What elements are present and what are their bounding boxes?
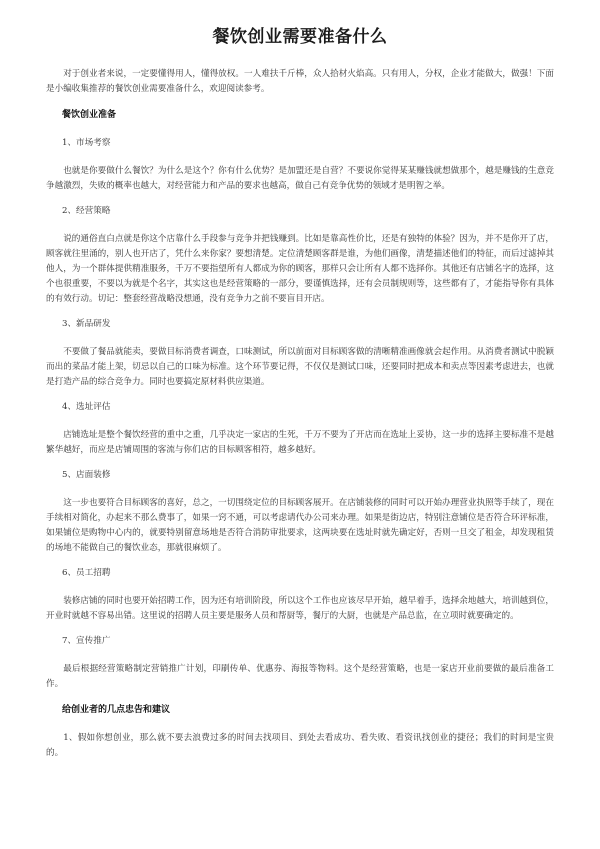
intro-paragraph: 对于创业者来说，一定要懂得用人，懂得放权。一人难扶千斤棒，众人拾材火焰高。只有用人，分权，企业才能做大，做强！下面是小编收集推荐的餐饮创业需要准备什么，欢迎阅读参考。 bbox=[46, 69, 554, 94]
paragraph-staff-recruitment: 装修店铺的同时也要开始招聘工作，因为还有培训阶段，所以这个工作也应该尽早开始，越早着手，选择余地越大，培训越到位，开业时就越不容易出错。这里说的招聘人员主要是服务人员和帮厨等，餐厅的大厨，也就是产品总监，在立项时就要确定的。 bbox=[46, 596, 554, 621]
page-title: 餐饮创业需要准备什么 bbox=[212, 27, 388, 47]
paragraph-promotion: 最后根据经营策略制定营销推广计划，印刷传单、优惠券、海报等物料。这个是经营策略，也是一家店开业前要做的最后准备工作。 bbox=[46, 664, 554, 689]
subheading-store-decoration: 5、店面装修 bbox=[62, 470, 111, 480]
subheading-business-strategy: 2、经营策略 bbox=[62, 206, 111, 216]
section-heading-advice: 给创业者的几点忠告和建议 bbox=[62, 705, 171, 715]
paragraph-advice-1: 1、假如你想创业，那么就不要去浪费过多的时间去找项目、到处去看成功、看失败、看资讯找创业的捷径；我们的时间是宝贵的。 bbox=[46, 733, 554, 758]
subheading-promotion: 7、宣传推广 bbox=[62, 636, 111, 646]
subheading-staff-recruitment: 6、员工招聘 bbox=[62, 568, 111, 578]
paragraph-market-research: 也就是你要做什么餐饮？为什么是这个？你有什么优势？是加盟还是自营？不要说你觉得某某赚钱就想做那个，越是赚钱的生意竞争越激烈，失败的概率也越大，对经营能力和产品的要求也越高，做自己有竞争优势的领域才是明智之举。 bbox=[46, 166, 554, 191]
paragraph-product-development: 不要做了餐品就能卖，要做目标消费者调查，口味测试，所以前面对目标顾客做的清晰精准画像就会起作用。从消费者测试中脱颖而出的菜品才能上架，切忌以自己的口味为标准。这个环节要记得，不仅仅是测试口味，还要同时把成本和卖点等因素考虑进去，也就是打造产品的综合竞争力。同时也要搞定原材料供应渠道。 bbox=[46, 347, 554, 387]
section-heading-preparation: 餐饮创业准备 bbox=[62, 110, 117, 120]
subheading-site-selection: 4、选址评估 bbox=[62, 402, 111, 412]
paragraph-business-strategy: 说的通俗直白点就是你这个店靠什么手段参与竞争并把钱赚到。比如是靠高性价比，还是有独特的体验？因为，并不是你开了店，顾客就往里涌的，别人也开店了，凭什么来你家？要想清楚。定位清楚顾客群是谁，为他们画像，清楚描述他们的特征，而后过滤掉其他人，为一个群体提供精准服务，千万不要指望所有人都成为你的顾客，那样只会让所有人都不选择你。其他还有店铺名字的选择，这个也很重要，不要以为就是个名字，其实这也是经营策略的一部分，要谨慎选择，还有会员制规则等，这些都有了，才能指导你有具体的有效行动。切记：整套经营战略没想通，没有竞争力之前不要盲目开店。 bbox=[46, 234, 554, 304]
subheading-market-research: 1、市场考察 bbox=[62, 138, 111, 148]
subheading-product-development: 3、新品研发 bbox=[62, 319, 111, 329]
paragraph-site-selection: 店铺选址是整个餐饮经营的重中之重，几乎决定一家店的生死，千万不要为了开店而在选址上妥协，这一步的选择主要标准不是越繁华越好，而应是店铺周围的客流与你们店的目标顾客相符，越多越好。 bbox=[46, 430, 554, 455]
paragraph-store-decoration: 这一步也要符合目标顾客的喜好，总之，一切围绕定位的目标顾客展开。在店铺装修的同时可以开始办理营业执照等手续了，现在手续相对简化，办起来不那么费事了，如果一窍不通，可以考虑请代办公司来办理。如果是街边店，特别注意铺位是否符合环评标准，如果铺位是购物中心内的，就要特别留意场地是否符合消防审批要求，这两块要在选址时就先确定好，否则一旦交了租金，却发现租赁的场地不能做自己的餐饮业态，那就很麻烦了。 bbox=[46, 498, 554, 553]
